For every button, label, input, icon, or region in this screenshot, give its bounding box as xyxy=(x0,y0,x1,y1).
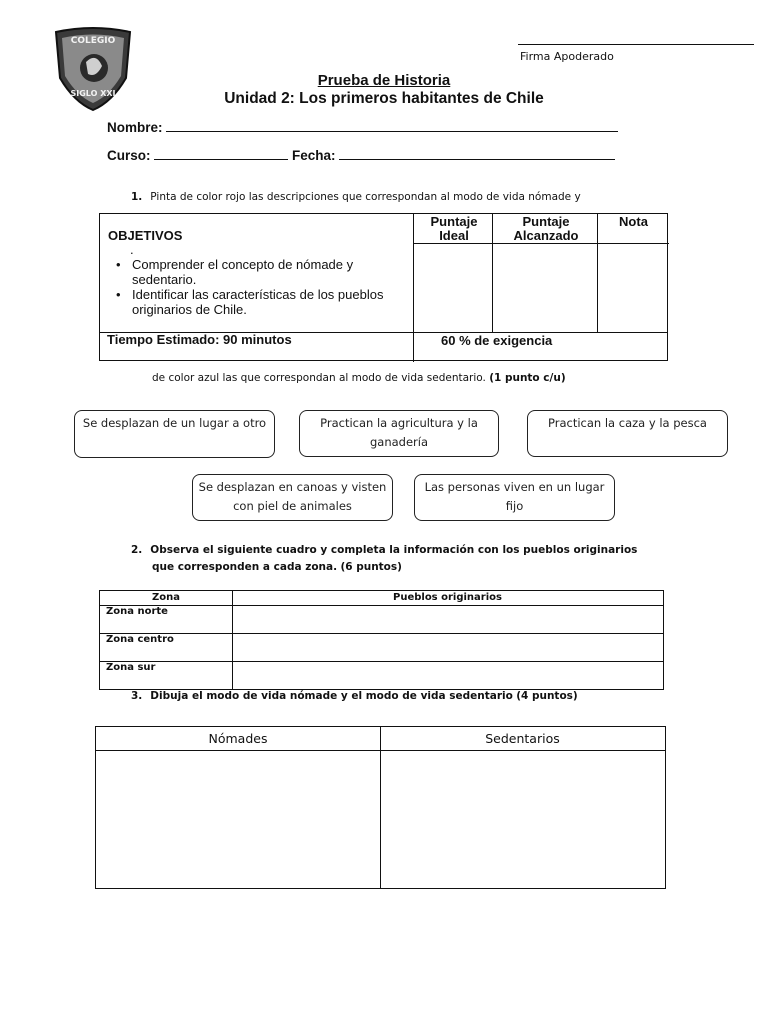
zones-col-peoples: Pueblos originarios xyxy=(393,592,502,603)
question-1-text: 1. Pinta de color rojo las descripciones que correspondan al modo de vida nómade y xyxy=(131,191,581,203)
page-subtitle: Unidad 2: Los primeros habitantes de Chile xyxy=(224,90,544,107)
signature-line xyxy=(518,44,754,45)
drawing-table xyxy=(95,726,666,889)
question-3-text: 3. Dibuja el modo de vida nómade y el modo de vida sedentario (4 puntos) xyxy=(131,690,578,702)
header-grade: Nota xyxy=(619,214,648,229)
zones-table xyxy=(99,590,664,690)
question-1-continuation xyxy=(152,372,566,384)
zone-row-label: Zona centro xyxy=(106,634,174,645)
question-3-points: (4 puntos) xyxy=(516,690,578,702)
question-3-body: Dibuja el modo de vida nómade y el modo de vida sedentario xyxy=(150,690,513,702)
logo-text-bottom: SIGLO XXI xyxy=(70,89,116,98)
option-box[interactable]: Practican la caza y la pesca xyxy=(527,410,728,457)
page-title xyxy=(0,72,768,89)
objectives-table xyxy=(99,213,668,361)
question-2-part2: que corresponden a cada zona. xyxy=(152,561,338,573)
question-1-part1: Pinta de color rojo las descripciones que correspondan al modo de vida nómade y xyxy=(150,191,581,203)
zones-col-zone: Zona xyxy=(152,592,180,603)
question-2-text: 2. Observa el siguiente cuadro y completa la información con los pueblos originarios xyxy=(131,544,638,556)
name-field[interactable] xyxy=(107,120,618,135)
name-line[interactable] xyxy=(166,120,618,132)
header-objectives: OBJETIVOS xyxy=(108,228,183,243)
signature-label: Firma Apoderado xyxy=(520,50,614,63)
objectives-list xyxy=(112,258,402,318)
option-box[interactable]: Se desplazan de un lugar a otro xyxy=(74,410,275,458)
course-label: Curso: xyxy=(107,148,151,163)
question-1-part2: de color azul las que correspondan al modo de vida sedentario. xyxy=(152,372,486,384)
logo-text-top: COLEGIO xyxy=(70,36,116,46)
question-1-points: (1 punto c/u) xyxy=(489,372,566,384)
page-title-text: Prueba de Historia xyxy=(317,72,451,89)
option-box[interactable]: Las personas viven en un lugar fijo xyxy=(414,474,615,521)
col-nomads: Nómades xyxy=(208,731,268,746)
header-achieved: Puntaje Alcanzado xyxy=(513,214,579,243)
question-2-continuation xyxy=(152,561,402,573)
zone-row-label: Zona sur xyxy=(106,662,156,673)
objectives-dot: . xyxy=(130,242,134,257)
date-label: Fecha: xyxy=(292,148,336,163)
estimated-time: Tiempo Estimado: 90 minutos xyxy=(107,332,292,347)
date-line[interactable] xyxy=(339,148,615,160)
zone-row-label: Zona norte xyxy=(106,606,168,617)
requirement: 60 % de exigencia xyxy=(441,333,553,348)
col-sedentary: Sedentarios xyxy=(485,731,560,746)
question-2-part1: Observa el siguiente cuadro y completa la información con los pueblos originarios xyxy=(150,544,638,556)
objective-item: • Identificar las características de los pueblos originarios de Chile. xyxy=(112,288,402,317)
option-box[interactable]: Se desplazan en canoas y visten con piel de animales xyxy=(192,474,393,521)
objective-item: • Comprender el concepto de nómade y sedentario. xyxy=(112,258,402,287)
course-date-row xyxy=(107,148,615,163)
name-label: Nombre: xyxy=(107,120,163,135)
option-box[interactable]: Practican la agricultura y la ganadería xyxy=(299,410,499,457)
course-line[interactable] xyxy=(154,148,288,160)
question-2-points: (6 puntos) xyxy=(340,561,402,573)
header-ideal: Puntaje Ideal xyxy=(430,214,478,243)
